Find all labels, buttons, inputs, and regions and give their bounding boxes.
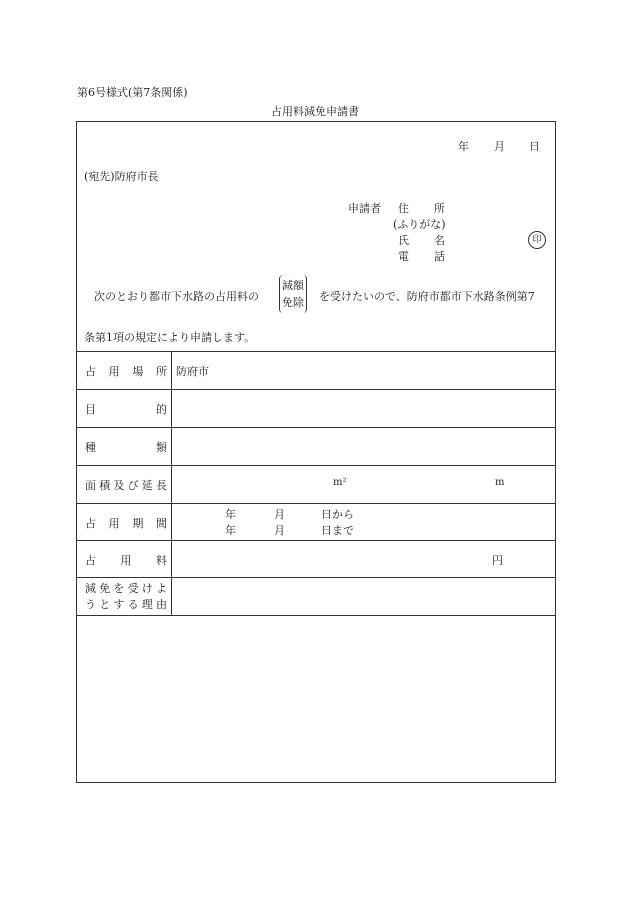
date-day: 日 [529,140,540,153]
table-top-rule [77,351,555,352]
reason-entry-area [77,616,555,782]
option-exemption: 免除 [282,296,304,309]
area-unit: m² [333,477,347,488]
period-from-month: 月 [274,508,285,521]
form-number: 第6号様式(第7条関係) [77,86,188,99]
phone-label-1: 電 [398,250,409,263]
option-reduction: 減額 [282,279,304,292]
table-rule [77,503,555,504]
table-rule [77,465,555,466]
seal-mark: 印 [528,231,546,249]
date-year: 年 [458,140,469,153]
table-column-divider [171,351,172,615]
row-kind-label: 種 類 [85,441,167,454]
furigana-label: (ふりがな) [393,218,446,231]
period-to-month: 月 [274,524,285,537]
period-from-year: 年 [225,508,236,521]
length-unit: m [495,477,505,488]
period-from-day: 日から [321,508,354,521]
table-rule [77,577,555,578]
table-rule [77,540,555,541]
place-value: 防府市 [176,365,209,378]
row-area-label: 面 積 及 び 延 長 [85,479,167,492]
addressee: (宛先)防府市長 [84,170,159,183]
reduction-exemption-options [279,275,307,313]
name-label-2: 名 [434,234,445,247]
row-place-label: 占 用 場 所 [85,365,167,378]
document-title: 占用料減免申請書 [271,105,359,118]
table-rule [77,389,555,390]
date-month: 月 [494,140,505,153]
row-reason-label-line1: 減 免 を 受 け よ [85,582,167,595]
row-reason-label-line2: う と す る 理 由 [85,598,167,611]
applicant-label: 申請者 [348,202,381,215]
fee-unit: 円 [492,554,503,567]
period-to-day: 日まで [321,524,354,537]
body-text-after: を受けたいので、防府市都市下水路条例第7 [319,290,535,303]
period-to-year: 年 [225,524,236,537]
address-label-2: 所 [434,202,445,215]
row-purpose-label: 目 的 [85,403,167,416]
body-text-line2: 条第1項の規定により申請します。 [84,331,256,344]
table-rule [77,427,555,428]
body-text-before: 次のとおり都市下水路の占用料の [94,290,259,303]
application-form [76,121,556,783]
row-fee-label: 占 用 料 [85,554,167,567]
name-label-1: 氏 [398,234,409,247]
phone-label-2: 話 [434,250,445,263]
address-label-1: 住 [398,202,409,215]
row-period-label: 占 用 期 間 [85,517,167,530]
